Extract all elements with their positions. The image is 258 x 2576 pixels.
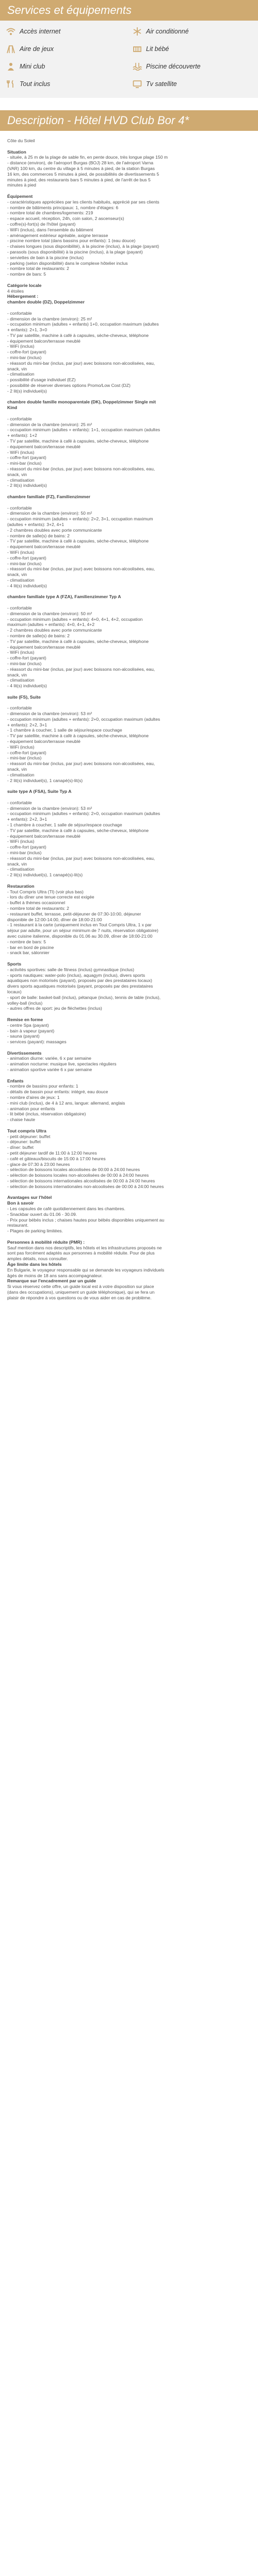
text-line: - TV par satellite, machine à café à capsules, sèche-cheveux, téléphone	[7, 438, 149, 444]
text-line: - confortable	[7, 705, 32, 711]
text-line: - nombre de bars: 5	[7, 939, 46, 944]
text-line: - mini club (inclus), de 4 à 12 ans, langue: allemand, anglais	[7, 1100, 125, 1106]
text-line: séjour par adulte, pour un séjour minimum de 7 nuits, réservation obligatoire)	[7, 928, 158, 934]
text-line: snack, vin	[7, 572, 27, 578]
text-line: avec cuisine italienne, disponible du 01.06 au 30.09, dîner de 18:00-21:00	[7, 933, 153, 939]
text-line: - WiFi (inclus)	[7, 839, 35, 844]
text-line: - glace de 07:30 à 23:00 heures	[7, 1161, 70, 1167]
text-line: - 2 lit(s) individuel(s)	[7, 388, 47, 394]
text-line: - sports nautiques: water-polo (inclus), aquagym (inclus), divers sports	[7, 972, 145, 978]
text-line: - animation pour enfants	[7, 1106, 55, 1111]
text-line: - 4 lit(s) individuel(s)	[7, 683, 47, 689]
text-line: - possibilité de réserver diverses options Promo/Low Cost (DZ)	[7, 383, 131, 388]
text-line: - bar en bord de piscine	[7, 944, 54, 950]
text-line: 4 étoiles	[7, 288, 24, 294]
text-line: - WiFi (inclus)	[7, 549, 35, 555]
text-line: - nombre de salle(s) de bains: 2	[7, 533, 70, 538]
text-line: - piscine nombre total (dans bassins pour enfants): 1 (eau douce)	[7, 238, 136, 244]
section-heading: suite (FS), Suite	[7, 694, 41, 700]
text-line: (dans des occupations), uniquement un guide téléphonique), qui se fera un	[7, 1289, 155, 1295]
text-line: - confortable	[7, 416, 32, 421]
text-line: - située, à 25 m de la plage de sable fin, en pente douce, très longue plage 150 m	[7, 155, 168, 160]
text-line: - autres offres de sport: jeu de fléchettes (inclus)	[7, 1006, 102, 1011]
text-line: - WiFi (inclus)	[7, 449, 35, 455]
text-line: Sauf mention dans nos descriptifs, les hôtels et les infrastructures proposés ne	[7, 1245, 162, 1250]
text-line: - équipement balcon/terrasse meublé	[7, 444, 80, 449]
text-line: - nombre total de restaurants: 2	[7, 266, 69, 272]
section-heading: Hébergement :	[7, 294, 39, 299]
pool-icon	[132, 61, 143, 72]
amenity-item	[5, 26, 126, 37]
amenity-item	[132, 26, 253, 37]
hotel-description	[0, 138, 258, 1301]
text-line: - sauna (payant)	[7, 1033, 40, 1039]
baby-cot-icon	[132, 43, 143, 55]
text-line: - occupation minimum (adultes + enfants): 1+1, occupation maximum (adultes	[7, 427, 160, 433]
text-line: - TV par satellite, machine à café à capsules, sèche-cheveux, téléphone	[7, 733, 149, 739]
text-line: maximum (adultes + enfants): 4+0, 4+1, 4+2	[7, 622, 95, 628]
blank-line	[7, 188, 251, 194]
text-line: - nombre de salle(s) de bains: 2	[7, 633, 70, 638]
text-line: - 2 chambres doubles avec porte communicante	[7, 628, 102, 633]
text-line: (VAR) 100 km, du centre du village à 5 minutes à pied, de la station Burgas	[7, 165, 155, 171]
text-line: volley-ball (inclus)	[7, 1000, 43, 1006]
text-line: - caractéristiques appréciées par les clients habitués, apprécié par ses clients	[7, 199, 159, 205]
text-line: - climatisation	[7, 477, 35, 483]
text-line: - réassort du mini-bar (inclus, par jour) avec boissons non-alcoolisées, eau,	[7, 566, 155, 572]
blank-line	[7, 794, 251, 800]
section-heading: Équipement	[7, 193, 33, 199]
text-line: - TV par satellite, machine à café à capsules, sèche-cheveux, téléphone	[7, 538, 149, 544]
text-line: - climatisation	[7, 677, 35, 683]
text-line: - équipement balcon/terrasse meublé	[7, 644, 80, 650]
blank-line	[7, 956, 251, 961]
text-line: - WiFi (inclus), dans l'ensemble du bâtiment	[7, 227, 93, 232]
text-line: - nombre de bâtiments principaux: 1, nombre d'étages: 6	[7, 205, 119, 210]
text-line: - animation sportive variée 6 x par semaine	[7, 1067, 92, 1073]
section-heading: Divertissements	[7, 1050, 42, 1056]
text-line: - services (payant): massages	[7, 1039, 67, 1045]
text-line: - mini-bar (inclus)	[7, 355, 42, 361]
text-line: - sélection de boissons locales non-alcoolisées de 00:00 à 24:00 heures	[7, 1173, 149, 1178]
text-line: sont pas forcément adaptés aux personnes à mobilité réduite. Pour de plus	[7, 1250, 155, 1256]
blank-line	[7, 783, 251, 789]
text-line: - nombre d'aires de jeux: 1	[7, 1095, 60, 1100]
text-line: - nombre total de restaurants: 2	[7, 905, 69, 911]
text-line: - confortable	[7, 800, 32, 805]
text-line: snack, vin	[7, 861, 27, 867]
blank-line	[7, 488, 251, 494]
amenity-label: Accès internet	[20, 28, 61, 35]
section-heading: Catégorie locale	[7, 282, 42, 288]
text-line: - déjeuner: buffet	[7, 1139, 41, 1145]
text-line: - mini-bar (inclus)	[7, 660, 42, 666]
text-line: - coffre-fort (payant)	[7, 750, 46, 755]
text-line: - aménagement extérieur agréable, axigne terrasse	[7, 232, 108, 238]
blank-line	[7, 305, 251, 311]
text-line: - Prix pour bébés inclus ; chaises hautes pour bébés disponibles uniquement au	[7, 1217, 165, 1223]
text-line: - TV par satellite, machine à café à capsules, sèche-cheveux, téléphone	[7, 827, 149, 833]
amenity-label: Tv satellite	[146, 80, 177, 88]
amenity-label: Mini club	[20, 63, 45, 70]
blank-line	[7, 589, 251, 595]
text-line: restaurant.	[7, 1223, 29, 1228]
text-line: En Bulgarie, le voyageur responsable qui se demande les voyageurs individuels	[7, 1267, 165, 1273]
text-line: - coffre-fort (payant)	[7, 655, 46, 661]
text-line: - TV par satellite, machine à café à capsules, sèche-cheveux, téléphone	[7, 332, 149, 338]
text-line: - lors du dîner une tenue correcte est exigée	[7, 894, 94, 900]
blank-line	[7, 1073, 251, 1078]
text-line: - coffre-fort (payant)	[7, 844, 46, 850]
text-line: - 1 chambre à coucher, 1 salle de séjour/espace couchage	[7, 822, 122, 828]
section-heading: Avantages sur l'hôtel	[7, 1195, 52, 1200]
text-line: - sélection de boissons internationales alcoolisées de 00:00 à 24:00 heures	[7, 1178, 155, 1184]
section-heading: Personnes à mobilité réduite (PMR) :	[7, 1239, 85, 1245]
text-line: - 1 restaurant à la carte (uniquement inclus en Tout Compris Ultra, 1 x par	[7, 922, 152, 928]
text-line: + enfants): 1+2	[7, 433, 37, 438]
text-line: - réassort du mini-bar (inclus, par jour) avec boissons non-alcoolisées, eau,	[7, 855, 155, 861]
text-line: - parasols (sous disponibilité) à la piscine (inclus), à la plage (payant)	[7, 249, 143, 255]
text-line: - réassort du mini-bar (inclus, par jour) avec boissons non-alcoolisées, eau,	[7, 466, 155, 472]
text-line: - possibilité d'usage individuel (EZ)	[7, 377, 76, 383]
blank-line	[7, 878, 251, 884]
text-line: (adultes + enfants): 3+2, 4+1	[7, 521, 64, 527]
text-line: - WiFi (inclus)	[7, 344, 35, 349]
text-line: disponible de 12:00-14:00, dîner de 18:00-21:00	[7, 917, 102, 922]
text-line: - coffre(s)-fort(s) de l'hôtel (payant)	[7, 221, 76, 227]
text-line: - dimension de la chambre (environ): 50 m²	[7, 611, 92, 616]
text-line: - Les capsules de café quotidiennement dans les chambres.	[7, 1206, 125, 1211]
tv-icon	[132, 78, 143, 90]
text-line: snack, vin	[7, 366, 27, 371]
section-heading: Enfants	[7, 1078, 24, 1083]
text-line: - occupation minimum (adultes + enfants): 4+0, 4+1, 4+2, occupation	[7, 616, 143, 622]
text-line: - mini-bar (inclus)	[7, 755, 42, 761]
text-line: - Snackbar ouvert du 01.06 - 30.09.	[7, 1211, 77, 1217]
text-line: - dimension de la chambre (environ): 25 m²	[7, 316, 92, 321]
blank-line	[7, 1190, 251, 1195]
blank-line	[7, 600, 251, 605]
text-line: + enfants): 2+2, 3+1	[7, 817, 47, 822]
text-line: snack, vin	[7, 672, 27, 677]
kids-club-icon	[5, 61, 17, 72]
amenity-label: Tout inclus	[20, 80, 51, 88]
text-line: - confortable	[7, 505, 32, 511]
section-heading: Sports	[7, 961, 22, 967]
text-line: - mini-bar (inclus)	[7, 461, 42, 466]
text-line: minutes à pied	[7, 182, 36, 188]
section-heading: Tout compris Ultra	[7, 1128, 46, 1133]
text-line: - détails de bassin pour enfants: intégré, eau douce	[7, 1089, 108, 1095]
amenity-label: Aire de jeux	[20, 45, 54, 53]
text-line: - buffet à thèmes occasionnel	[7, 900, 66, 906]
text-line: - TV par satellite, machine à café à capsules, sèche-cheveux, téléphone	[7, 638, 149, 644]
text-line: - nombre de bassins pour enfants: 1	[7, 1083, 78, 1089]
blank-line	[7, 144, 251, 149]
text-line: - 2 lit(s) individuel(s)	[7, 483, 47, 488]
text-line: - mini-bar (inclus)	[7, 561, 42, 566]
section-heading: chambre familiale (FZ), Familienzimmer	[7, 494, 90, 499]
blank-line	[7, 1011, 251, 1017]
text-line: plaisir de répondre à vos questions ou de vous aider en cas de problème.	[7, 1295, 152, 1300]
description-header: Description - Hôtel HVD Club Bor 4*	[0, 110, 258, 131]
blank-line	[7, 394, 251, 400]
text-line: divers sports aquatiques motorisés (payant, proposés par des prestataires	[7, 984, 153, 989]
blank-line	[7, 689, 251, 694]
text-line: - parking (selon disponibilité) dans le complexe hôtelier inclus	[7, 260, 128, 266]
blank-line	[7, 700, 251, 705]
text-line: - occupation minimum (adultes + enfants): 2+0, occupation maximum (adultes	[7, 811, 160, 817]
amenity-label: Air conditionné	[146, 28, 189, 35]
text-line: - dimension de la chambre (environ): 25 m²	[7, 421, 92, 427]
blank-line	[7, 277, 251, 283]
text-line: - bain à vapeur (payant)	[7, 1028, 55, 1033]
text-line: - réassort du mini-bar (inclus, par jour) avec boissons non-alcoolisées, eau,	[7, 360, 155, 366]
text-line: - réassort du mini-bar (inclus, par jour) avec boissons non-alcoolisées, eau,	[7, 761, 155, 767]
text-line: - petit déjeuner tardif de 11:00 à 12:00 heures	[7, 1150, 97, 1156]
snowflake-icon	[132, 26, 143, 37]
blank-line	[7, 500, 251, 505]
text-line: amples détails, nous consulter.	[7, 1256, 68, 1262]
text-line: - 2 lit(s) individuel(s), 1 canapé(s)-lit(s)	[7, 777, 83, 783]
text-line: + enfants): 2+2, 3+1	[7, 722, 47, 727]
text-line: - occupation minimum (adultes + enfants) 1+0, occupation maximum (adultes	[7, 321, 159, 327]
text-line: - équipement balcon/terrasse meublé	[7, 739, 80, 744]
text-line: - coffre-fort (payant)	[7, 349, 46, 355]
section-heading: chambre double (DZ), Doppelzimmer	[7, 299, 85, 305]
amenity-item	[132, 43, 253, 55]
text-line: - 1 chambre à coucher, 1 salle de séjour/espace couchage	[7, 727, 122, 733]
text-line: - réassort du mini-bar (inclus, par jour) avec boissons non-alcoolisées, eau,	[7, 666, 155, 672]
section-heading: suite type A (FSA), Suite Typ A	[7, 789, 72, 794]
text-line: - occupation minimum (adultes + enfants): 2+2, 3+1, occupation maximum	[7, 516, 153, 522]
text-line: - coffre-fort (payant)	[7, 455, 46, 461]
text-line: - climatisation	[7, 371, 35, 377]
text-line: - petit déjeuner: buffet	[7, 1133, 51, 1139]
amenity-label: Piscine découverte	[146, 63, 201, 70]
amenity-item	[5, 43, 126, 55]
text-line: - sélection de boissons locales alcoolisées de 00:00 à 24:00 heures	[7, 1167, 140, 1173]
text-line: - sport de balle: basket-ball (inclus), pétanque (inclus), tennis de table (inclus),	[7, 994, 161, 1000]
section-heading: Remarque sur l'encadrement par un guide	[7, 1278, 96, 1284]
text-line: aquatiques non motorisés (payant), proposés par des prestataires locaux)	[7, 978, 152, 984]
amenities-grid	[0, 21, 258, 98]
section-heading: Remise en forme	[7, 1016, 43, 1022]
text-line: - chaises longues (sous disponibilité), à la piscine (inclus), à la plage (payant)	[7, 244, 159, 249]
section-heading: Kind	[7, 405, 18, 411]
text-line: - WiFi (inclus)	[7, 744, 35, 750]
services-header: Services et équipements	[0, 0, 258, 21]
text-line: - mini-bar (inclus)	[7, 850, 42, 855]
section-heading: Âge limite dans les hôtels	[7, 1261, 62, 1267]
section-heading: Restauration	[7, 883, 35, 889]
text-line: - confortable	[7, 605, 32, 611]
text-line: - coffre-fort (payant)	[7, 555, 46, 561]
text-line: snack, vin	[7, 767, 27, 772]
amenity-item	[132, 78, 253, 90]
text-line: - dimension de la chambre (environ): 53 m²	[7, 711, 92, 717]
text-line: - distance (environ), de l'aéroport Burgas (BOJ) 28 km, de l'aéroport Varna	[7, 160, 154, 166]
amenity-item	[132, 61, 253, 72]
text-line: - nombre de bars: 5	[7, 272, 46, 277]
text-line: - activités sportives: salle de fitness (inclus) gymnastique (inclus)	[7, 967, 134, 972]
text-line: + enfants): 2+1, 3+0	[7, 327, 47, 333]
text-line: - café et gâteaux/biscuits de 15:00 à 17:00 heures	[7, 1156, 106, 1161]
amenity-item	[5, 61, 126, 72]
text-line: - occupation minimum (adultes + enfants): 2+0, occupation maximum (adultes	[7, 716, 160, 722]
section-heading: Situation	[7, 149, 26, 155]
section-heading: Bon à savoir	[7, 1200, 34, 1206]
text-line: - snack bar, sàlonnier	[7, 950, 50, 956]
text-line: - dimension de la chambre (environ): 50 m²	[7, 511, 92, 516]
text-line: - sélection de boissons internationales non-alcoolisées de 00:00 à 24:00 heures	[7, 1183, 164, 1189]
text-line: - centre Spa (payant)	[7, 1022, 49, 1028]
text-line: 16 km, des commerces 5 minutes à pied, de possibilités de divertissements 5	[7, 171, 159, 177]
blank-line	[7, 1045, 251, 1050]
text-line: - équipement balcon/terrasse meublé	[7, 833, 80, 839]
text-line: - espace accueil, réception, 24h, coin salon, 2 ascenseur(s)	[7, 216, 124, 222]
text-line: - dîner: buffet	[7, 1145, 34, 1150]
text-line: - animation diurne: variée, 6 x par semaine	[7, 1056, 91, 1061]
amenity-label: Lit bébé	[146, 45, 169, 53]
text-line: - nombre total de chambres/logements: 219	[7, 210, 93, 216]
amenity-item	[5, 78, 126, 90]
text-line: - équipement balcon/terrasse meublé	[7, 338, 80, 344]
text-line: - restaurant buffet, terrasse, petit-déjeuner de 07:30-10:00, déjeuner	[7, 911, 141, 917]
text-line: - climatisation	[7, 577, 35, 583]
text-line: - 4 lit(s) individuel(s)	[7, 583, 47, 588]
text-line: - climatisation	[7, 867, 35, 872]
section-heading: chambre double famille monoparentale (DK), Doppelzimmer Single mit	[7, 399, 156, 405]
text-line: - lit bébé (inclus, réservation obligatoire)	[7, 1111, 86, 1117]
section-heading: chambre familiale type A (FZA), Familienzimmer Typ A	[7, 594, 121, 600]
text-line: - animation nocturne: musique live, spectacles réguliers	[7, 1061, 117, 1067]
text-line: - WiFi (inclus)	[7, 650, 35, 655]
text-line: âgés de moins de 18 ans sans accompagnateur.	[7, 1273, 103, 1278]
text-line: - Tout Compris Ultra (Tl) (voir plus bas)	[7, 889, 84, 894]
blank-line	[7, 411, 251, 416]
blank-line	[7, 1123, 251, 1128]
text-line: minutes à pied, des restaurants bars 5 minutes à pied, de l'arrêt de bus 5	[7, 177, 151, 182]
text-line: - équipement balcon/terrasse meublé	[7, 544, 80, 550]
text-line: snack, vin	[7, 471, 27, 477]
all-inclusive-icon	[5, 78, 17, 90]
wifi-icon	[5, 26, 17, 37]
text-line: - chaise haute	[7, 1117, 35, 1123]
text-line: - serviettes de bain à la piscine (inclus)	[7, 255, 84, 260]
text-line: - climatisation	[7, 772, 35, 777]
blank-line	[7, 1234, 251, 1240]
text-line: - Plages de parking limitées.	[7, 1228, 63, 1234]
playground-icon	[5, 43, 17, 55]
text-line: - confortable	[7, 310, 32, 316]
text-line: - dimension de la chambre (environ): 53 m²	[7, 805, 92, 811]
text-line: - 2 lit(s) individuel(s), 1 canapé(s)-lit(s)	[7, 872, 83, 878]
text-line: Si vous réservez cette offre, un guide local est à votre disposition sur place	[7, 1284, 154, 1290]
text-line: Côte du Soleil	[7, 138, 35, 143]
text-line: - 2 chambres doubles avec porte communicante	[7, 527, 102, 533]
text-line: locaux)	[7, 989, 22, 994]
